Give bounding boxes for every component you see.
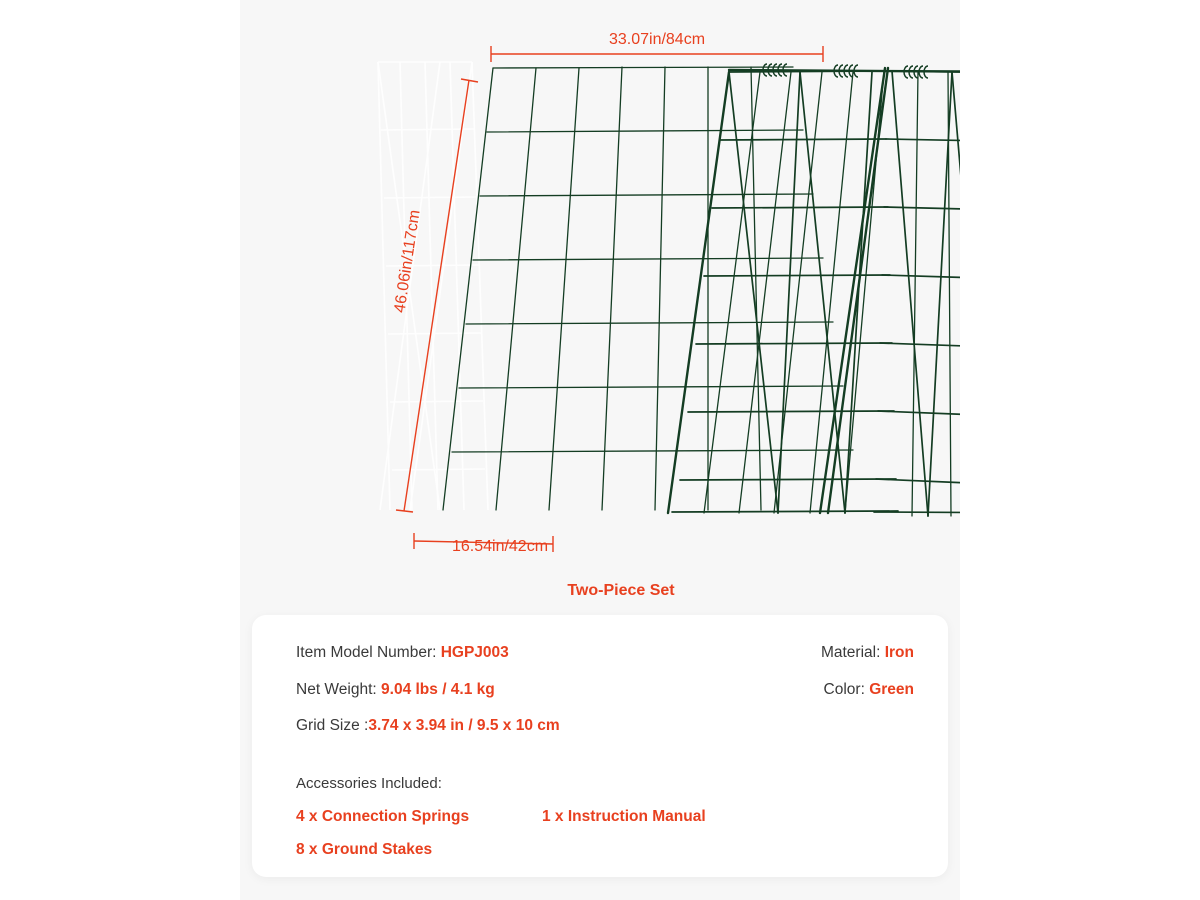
trellis-apex-struts (820, 68, 888, 513)
trellis-rear-panel (443, 67, 853, 510)
spec-material-value: Iron (884, 644, 914, 661)
content-panel (240, 0, 960, 900)
spec-color-label: Color: (823, 680, 870, 698)
trellis-right-leaf (874, 71, 960, 516)
spec-grid-size-label: Grid Size : (296, 717, 369, 734)
spec-color (734, 682, 914, 698)
accessories-title: Accessories Included: (296, 775, 442, 792)
spec-model-number (296, 645, 726, 661)
product-illustration (240, 0, 960, 610)
accessory-item: 8 x Ground Stakes (296, 841, 433, 858)
dimension-depth-label: 16.54in/42cm (451, 538, 549, 555)
spec-model-number-value: HGPJ003 (440, 644, 509, 661)
accessory-item: 1 x Instruction Manual (542, 808, 706, 825)
spec-right-column (734, 645, 914, 718)
spec-net-weight-value: 9.04 lbs / 4.1 kg (381, 680, 495, 698)
specification-card (252, 615, 948, 877)
spec-net-weight-label: Net Weight: (296, 680, 382, 698)
trellis-left-leaf (668, 71, 898, 513)
spec-model-number-label: Item Model Number: (296, 644, 441, 661)
accessory-item: 4 x Connection Springs (296, 808, 470, 825)
spec-left-column (296, 645, 726, 755)
spec-material-label: Material: (820, 644, 885, 661)
spec-color-value: Green (869, 680, 914, 698)
dimension-height-label: 46.06in/117cm (391, 208, 424, 314)
spec-material (734, 645, 914, 661)
dimension-width-label: 33.07in/84cm (608, 31, 706, 48)
set-caption: Two-Piece Set (567, 582, 675, 599)
spec-grid-size (296, 718, 726, 734)
spec-net-weight (296, 682, 726, 698)
spec-grid-size-value: 3.74 x 3.94 in / 9.5 x 10 cm (368, 717, 560, 734)
dimension-width (491, 46, 823, 62)
